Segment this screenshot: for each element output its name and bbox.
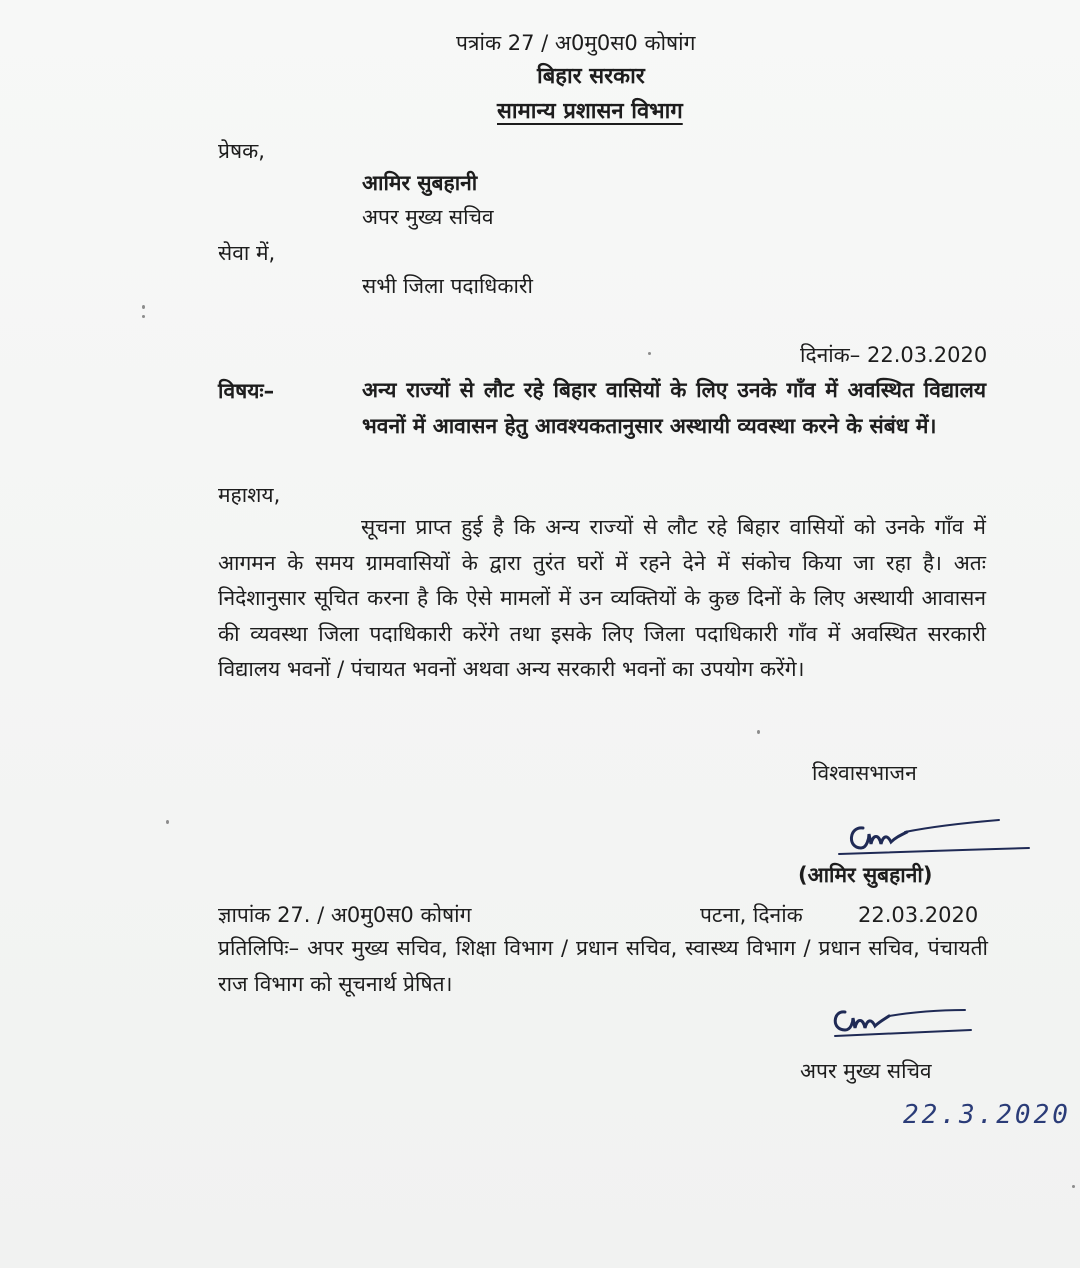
recipient-label: सेवा में, [218,241,276,265]
subject-text: अन्य राज्यों से लौट रहे बिहार वासियों के लिए उनके गाँव में अवस्थित विद्यालय भवनों में आवासन हेतु आवश्यकतानुसार अस्थायी व्यवस्था करने के संबंध में। [362,378,986,438]
sender-label: प्रेषक, [218,139,265,163]
scan-speck [142,305,145,309]
signature-mark [835,808,1035,868]
government-name: बिहार सरकार [537,64,645,89]
department-name: सामान्य प्रशासन विभाग [497,99,683,124]
closing: विश्वासभाजन [812,761,917,785]
scan-speck [648,352,651,355]
scan-speck [142,315,145,318]
copy-to-paragraph: प्रतिलिपिः– अपर मुख्य सचिव, शिक्षा विभाग / प्रधान सचिव, स्वास्थ्य विभाग / प्रधान सचिव, पंचायती राज विभाग को सूचनार्थ प्रेषित। [218,936,988,996]
memo-designation: अपर मुख्य सचिव [800,1059,932,1083]
memo-place-date-label: पटना, दिनांक [700,903,803,927]
scan-speck [757,730,760,734]
recipient-name: सभी जिला पदाधिकारी [362,274,533,298]
signature-mark-2 [825,998,975,1042]
letter-date: दिनांक– 22.03.2020 [800,343,988,367]
scan-speck [166,820,169,824]
salutation: महाशय, [218,483,281,507]
handwritten-date: 22.3.2020 [903,1100,1071,1130]
memo-date: 22.03.2020 [858,903,979,927]
body-paragraph: सूचना प्राप्त हुई है कि अन्य राज्यों से लौट रहे बिहार वासियों को उनके गाँव में आगमन के समय ग्रामवासियों के द्वारा तुरंत घरों में रहने देने में संकोच किया जा रहा है। अतः निदेशानुसार सूचित करना है कि ऐसे मामलों में उन व्यक्तियों के कुछ दिनों के लिए अस्थायी आवासन की व्यवस्था जिला पदाधिकारी करेंगे तथा इसके लिए जिला पदाधिकारी गाँव में अवस्थित सरकारी विद्यालय भवनों / पंचायत भवनों अथवा अन्य सरकारी भवनों का उपयोग करेंगे। [218,515,986,681]
reference-number: पत्रांक 27 / अ0मु0स0 कोषांग [456,31,696,55]
subject-label: विषयः– [218,379,275,403]
scan-speck [1072,1185,1075,1188]
sender-designation: अपर मुख्य सचिव [362,205,494,229]
memo-reference: ज्ञापांक 27. / अ0मु0स0 कोषांग [218,903,472,927]
sender-name: आमिर सुबहानी [362,171,478,195]
signatory-name: (आमिर सुबहानी) [798,863,933,887]
